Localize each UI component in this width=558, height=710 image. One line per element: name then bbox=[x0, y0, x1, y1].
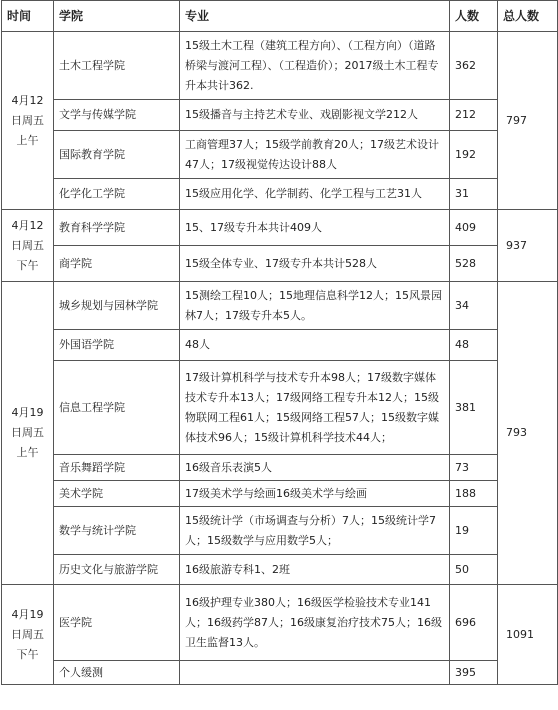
college-cell: 化学化工学院 bbox=[54, 179, 180, 210]
time-date: 4月19 bbox=[11, 607, 44, 621]
count-cell: 73 bbox=[450, 455, 498, 481]
major-cell: 16级旅游专科1、2班 bbox=[180, 555, 450, 585]
total-cell: 937 bbox=[498, 210, 558, 282]
table-row bbox=[2, 282, 558, 330]
count-cell: 381 bbox=[450, 361, 498, 455]
major-cell: 16级护理专业380人；16级医学检验技术专业141人；16级药学87人；16级康复治疗技术75人；16级卫生监督13人。 bbox=[180, 585, 450, 661]
major-cell: 17级计算机科学与技术专升本98人；17级数字媒体技术专升本13人；17级网络工程专升本12人；15级物联网工程61人；15级网络工程57人；15级数字媒体技术96人；15级计算机科学技术44人； bbox=[180, 361, 450, 455]
time-day: 日周五 bbox=[11, 113, 44, 127]
time-date: 4月12 bbox=[11, 93, 44, 107]
college-cell: 音乐舞蹈学院 bbox=[54, 455, 180, 481]
major-cell: 15级全体专业、17级专升本共计528人 bbox=[180, 246, 450, 282]
count-cell: 409 bbox=[450, 210, 498, 246]
count-cell: 212 bbox=[450, 100, 498, 131]
major-cell: 16级音乐表演5人 bbox=[180, 455, 450, 481]
time-day: 日周五 bbox=[11, 426, 44, 439]
major-cell: 15测绘工程10人；15地理信息科学12人；15风景园林7人；17级专升本5人。 bbox=[180, 282, 450, 330]
count-cell: 528 bbox=[450, 246, 498, 282]
header-college: 学院 bbox=[54, 1, 180, 32]
count-cell: 395 bbox=[450, 661, 498, 685]
college-cell: 教育科学学院 bbox=[54, 210, 180, 246]
time-cell bbox=[2, 210, 54, 282]
college-cell: 医学院 bbox=[54, 585, 180, 661]
time-day: 日周五 bbox=[11, 627, 44, 641]
table-row bbox=[2, 246, 558, 282]
count-cell: 34 bbox=[450, 282, 498, 330]
time-day: 日周五 bbox=[11, 238, 44, 252]
time-cell bbox=[2, 585, 54, 685]
major-cell: 15级土木工程（建筑工程方向）、（工程方向）（道路桥梁与渡河工程）、（工程造价）；2017级土木工程专升本共计362. bbox=[180, 32, 450, 100]
time-period: 上午 bbox=[16, 446, 39, 459]
college-cell: 外国语学院 bbox=[54, 330, 180, 361]
table-row bbox=[2, 661, 558, 685]
college-cell: 商学院 bbox=[54, 246, 180, 282]
college-cell: 信息工程学院 bbox=[54, 361, 180, 455]
table-row bbox=[2, 131, 558, 179]
time-date: 4月19 bbox=[11, 406, 44, 419]
count-cell: 188 bbox=[450, 481, 498, 507]
header-row bbox=[2, 1, 558, 32]
time-date: 4月12 bbox=[11, 218, 44, 232]
table-row bbox=[2, 585, 558, 661]
time-period: 上午 bbox=[16, 133, 39, 147]
header-count: 人数 bbox=[450, 1, 498, 32]
college-cell: 城乡规划与园林学院 bbox=[54, 282, 180, 330]
schedule-table bbox=[1, 0, 558, 685]
major-cell: 15级统计学（市场调查与分析）7人；15级统计学7人；15级数学与应用数学5人； bbox=[180, 507, 450, 555]
total-cell: 793 bbox=[498, 282, 558, 585]
header-time: 时间 bbox=[2, 1, 54, 32]
table-row bbox=[2, 361, 558, 455]
major-cell bbox=[180, 661, 450, 685]
table-row bbox=[2, 330, 558, 361]
count-cell: 696 bbox=[450, 585, 498, 661]
college-cell: 个人缓测 bbox=[54, 661, 180, 685]
count-cell: 48 bbox=[450, 330, 498, 361]
table-row bbox=[2, 507, 558, 555]
table-row bbox=[2, 555, 558, 585]
time-period: 下午 bbox=[16, 647, 39, 661]
table-row bbox=[2, 210, 558, 246]
count-cell: 50 bbox=[450, 555, 498, 585]
table-row bbox=[2, 455, 558, 481]
major-cell: 15级应用化学、化学制药、化学工程与工艺31人 bbox=[180, 179, 450, 210]
college-cell: 美术学院 bbox=[54, 481, 180, 507]
college-cell: 土木工程学院 bbox=[54, 32, 180, 100]
major-cell: 15、17级专升本共计409人 bbox=[180, 210, 450, 246]
major-cell: 48人 bbox=[180, 330, 450, 361]
college-cell: 文学与传媒学院 bbox=[54, 100, 180, 131]
time-period: 下午 bbox=[16, 258, 39, 272]
time-cell bbox=[2, 282, 54, 585]
total-cell: 797 bbox=[498, 32, 558, 210]
table-row bbox=[2, 179, 558, 210]
major-cell: 15级播音与主持艺术专业、戏剧影视文学212人 bbox=[180, 100, 450, 131]
total-cell: 1091 bbox=[498, 585, 558, 685]
table-row bbox=[2, 481, 558, 507]
major-cell: 17级美术学与绘画16级美术学与绘画 bbox=[180, 481, 450, 507]
college-cell: 数学与统计学院 bbox=[54, 507, 180, 555]
table-row bbox=[2, 32, 558, 100]
table-row bbox=[2, 100, 558, 131]
college-cell: 国际教育学院 bbox=[54, 131, 180, 179]
count-cell: 19 bbox=[450, 507, 498, 555]
header-major: 专业 bbox=[180, 1, 450, 32]
count-cell: 362 bbox=[450, 32, 498, 100]
major-cell: 工商管理37人；15级学前教育20人；17级艺术设计47人；17级视觉传达设计88人 bbox=[180, 131, 450, 179]
header-total: 总人数 bbox=[498, 1, 558, 32]
count-cell: 192 bbox=[450, 131, 498, 179]
college-cell: 历史文化与旅游学院 bbox=[54, 555, 180, 585]
time-cell bbox=[2, 32, 54, 210]
count-cell: 31 bbox=[450, 179, 498, 210]
